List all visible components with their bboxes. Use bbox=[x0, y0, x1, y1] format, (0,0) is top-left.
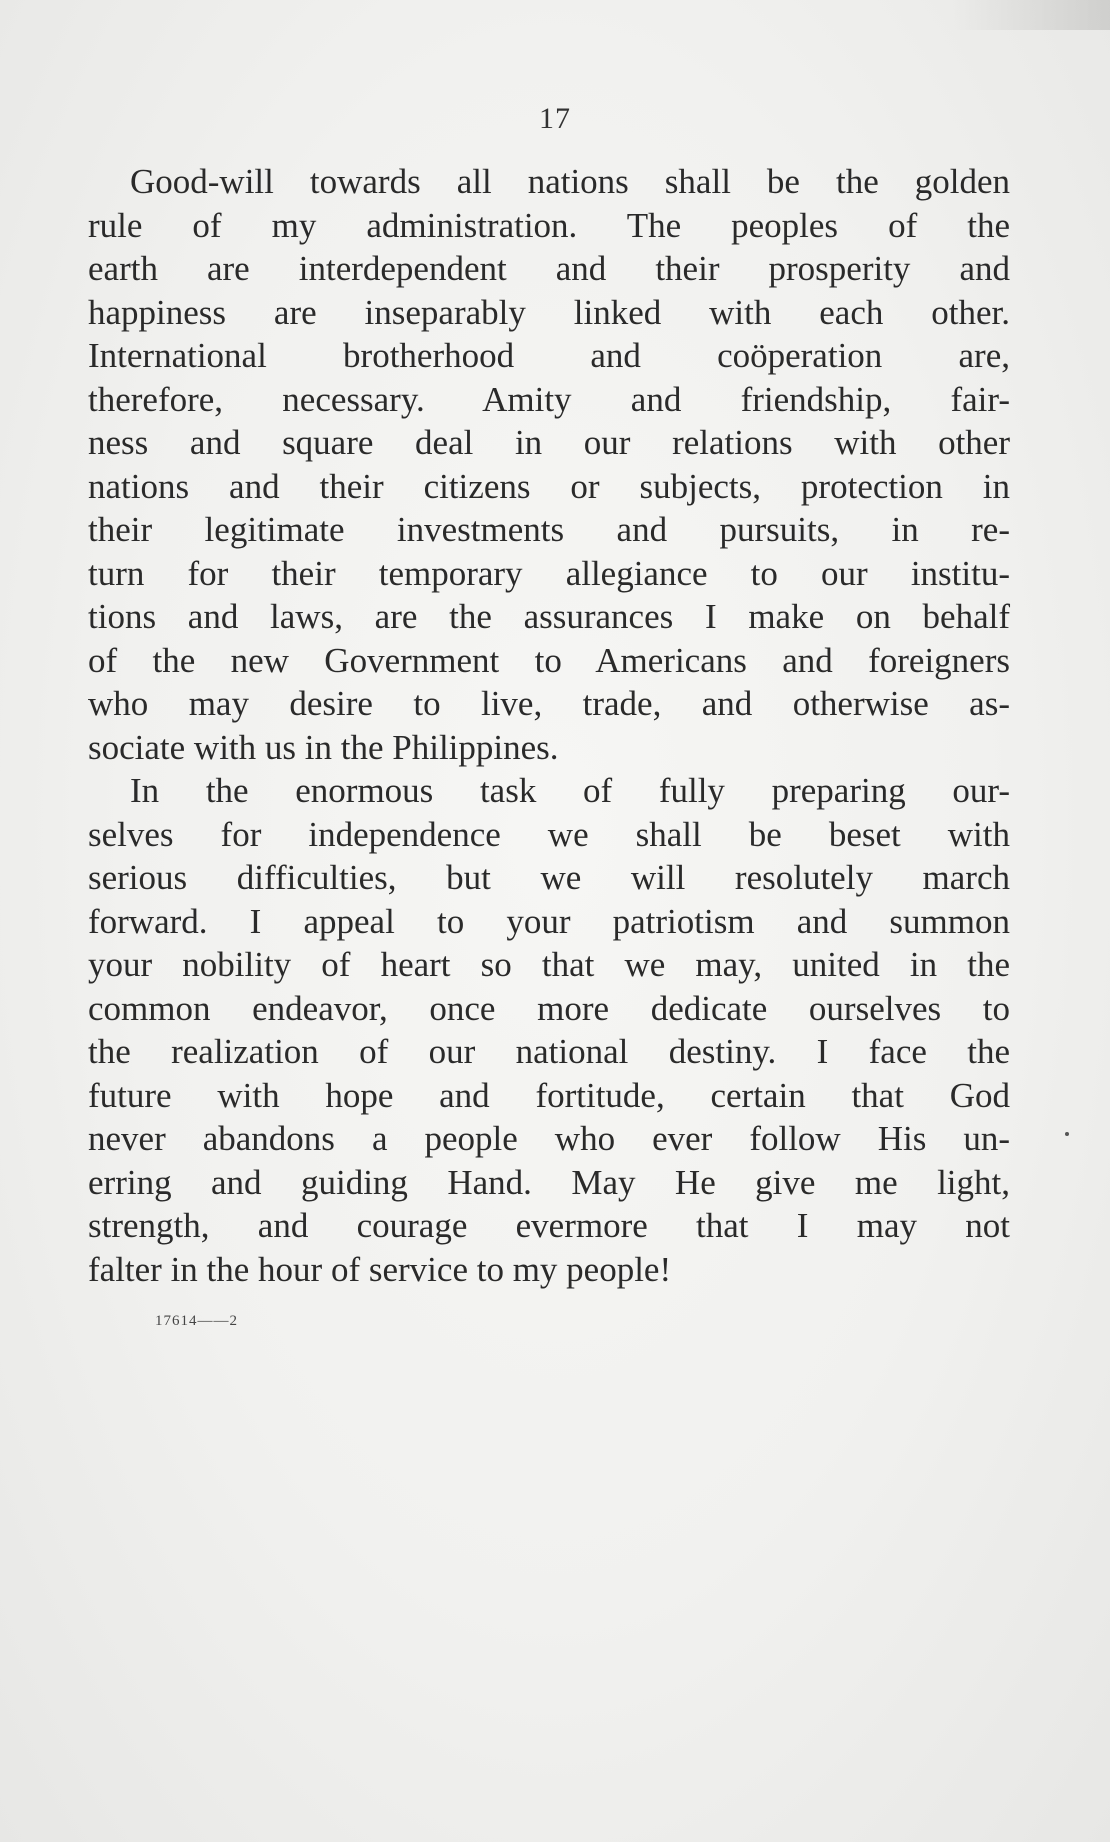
text-line: never abandons a people who ever follow His un- bbox=[88, 1119, 1010, 1158]
text-line: rule of my administration. The peoples of the bbox=[88, 205, 1010, 245]
text-line: earth are interdependent and their prosperity and bbox=[88, 249, 1010, 288]
text-line: In the enormous task of fully preparing our- bbox=[130, 771, 1010, 810]
text-line: turn for their temporary allegiance to our institu- bbox=[88, 553, 1010, 593]
body-text bbox=[88, 160, 1010, 1291]
text-line: forward. I appeal to your patriotism and summon bbox=[88, 901, 1010, 941]
text-line: who may desire to live, trade, and otherwise as- bbox=[88, 684, 1010, 723]
text-line: selves for independence we shall be beset with bbox=[88, 814, 1010, 854]
text-line: ness and square deal in our relations with other bbox=[88, 423, 1010, 462]
text-line: common endeavor, once more dedicate ourselves to bbox=[88, 988, 1010, 1028]
printer-signature-mark: 17614——2 bbox=[155, 1313, 238, 1329]
text-line: your nobility of heart so that we may, united in the bbox=[88, 945, 1010, 984]
text-line: happiness are inseparably linked with each other. bbox=[88, 292, 1010, 332]
text-line: erring and guiding Hand. May He give me light, bbox=[88, 1162, 1010, 1202]
page-number: 17 bbox=[539, 102, 571, 135]
scan-shadow bbox=[950, 0, 1110, 30]
text-line: future with hope and fortitude, certain that God bbox=[88, 1075, 1010, 1115]
text-line: tions and laws, are the assurances I make on behalf bbox=[88, 597, 1010, 636]
text-line: therefore, necessary. Amity and friendship, fair- bbox=[88, 379, 1010, 419]
scan-speck bbox=[1065, 1132, 1069, 1136]
text-line: their legitimate investments and pursuits, in re- bbox=[88, 510, 1010, 549]
text-line: serious difficulties, but we will resolutely march bbox=[88, 858, 1010, 897]
text-line: strength, and courage evermore that I may not bbox=[88, 1206, 1010, 1245]
text-line: falter in the hour of service to my people! bbox=[88, 1249, 672, 1289]
text-line: of the new Government to Americans and foreigners bbox=[88, 640, 1010, 680]
text-line: nations and their citizens or subjects, protection in bbox=[88, 466, 1010, 506]
text-line: sociate with us in the Philippines. bbox=[88, 727, 559, 767]
text-line: the realization of our national destiny. I face the bbox=[88, 1032, 1010, 1071]
text-line: International brotherhood and coöperation are, bbox=[88, 336, 1010, 375]
text-line: Good-will towards all nations shall be the golden bbox=[130, 162, 1010, 201]
